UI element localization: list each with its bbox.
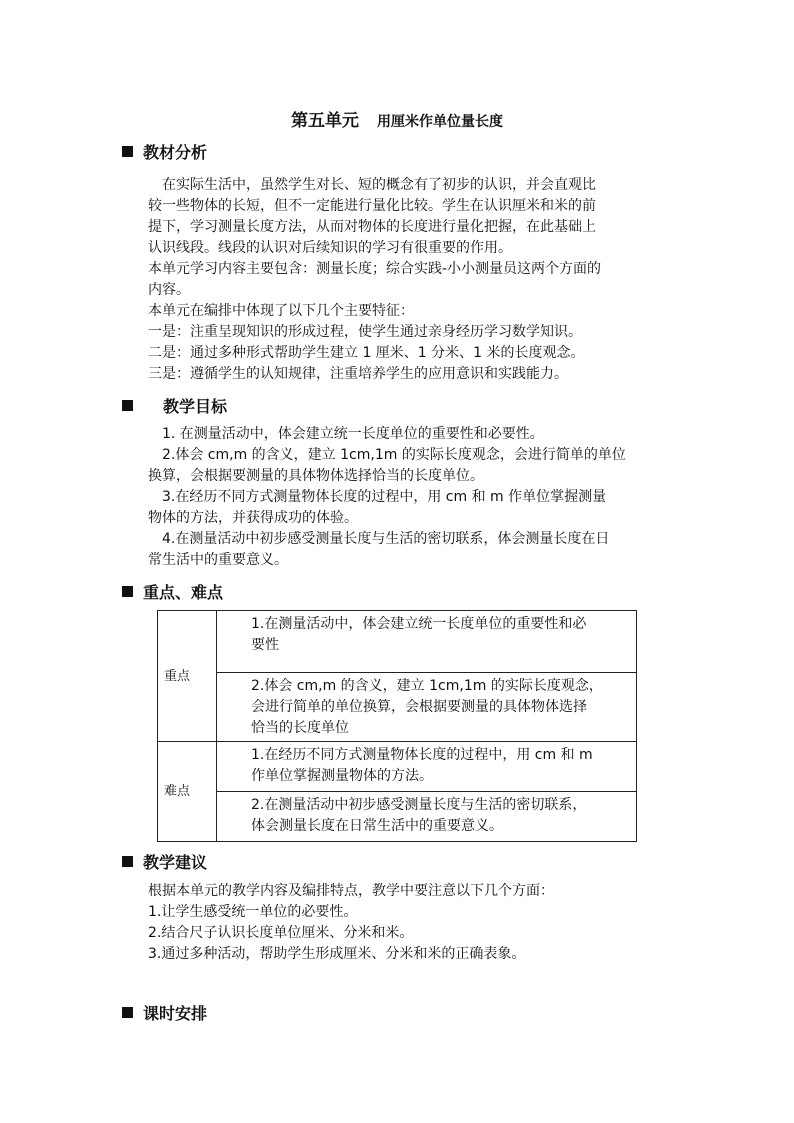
- section-heading-analysis: 教材分析: [122, 140, 207, 163]
- text-line: 较一些物体的长短，但不一定能进行量化比较。学生在认识厘米和米的前: [148, 198, 596, 214]
- table-cell: 1.在测量活动中，体会建立统一长度单位的重要性和必 要性: [217, 611, 637, 673]
- text-line: 提下，学习测量长度方法，从而对物体的长度进行量化把握，在此基础上: [148, 219, 596, 235]
- section-heading-goals: 教学目标: [122, 394, 227, 417]
- table-cell: 1.在经历不同方式测量物体长度的过程中，用 cm 和 m 作单位掌握测量物体的方法。: [217, 742, 637, 792]
- square-bullet-icon: [122, 146, 133, 157]
- text-line: 1.让学生感受统一单位的必要性。: [148, 904, 358, 920]
- unit-subtitle: 用厘米作单位量长度: [377, 114, 503, 130]
- section-heading-suggestions: 教学建议: [122, 850, 207, 873]
- text-line: 2.结合尺子认识长度单位厘米、分米和米。: [148, 925, 414, 941]
- table-row: [158, 673, 637, 742]
- square-bullet-icon: [122, 1007, 133, 1018]
- table-row: [158, 742, 637, 792]
- page-title: [0, 106, 794, 131]
- suggestions-body: [148, 881, 676, 965]
- table-cell: 2.在测量活动中初步感受测量长度与生活的密切联系， 体会测量长度在日常生活中的重要意义。: [217, 792, 637, 842]
- goals-body: [148, 424, 676, 571]
- analysis-body: [148, 175, 676, 385]
- text-line: 4.在测量活动中初步感受测量长度与生活的密切联系，体会测量长度在日: [148, 531, 610, 547]
- text-line: 物体的方法，并获得成功的体验。: [148, 510, 358, 526]
- text-line: 本单元学习内容主要包含：测量长度；综合实践-小小测量员这两个方面的: [148, 261, 602, 277]
- text-line: 1. 在测量活动中，体会建立统一长度单位的重要性和必要性。: [148, 426, 544, 442]
- square-bullet-icon: [122, 856, 133, 867]
- text-line: 换算，会根据要测量的具体物体选择恰当的长度单位。: [148, 468, 484, 484]
- difficulty-label: 难点: [158, 742, 217, 842]
- table-row: [158, 611, 637, 673]
- text-line: 二是：通过多种形式帮助学生建立 1 厘米、1 分米、1 米的长度观念。: [148, 345, 585, 361]
- table-row: [158, 792, 637, 842]
- text-line: 认识线段。线段的认识对后续知识的学习有很重要的作用。: [148, 240, 512, 256]
- text-line: 在实际生活中，虽然学生对长、短的概念有了初步的认识，并会直观比: [148, 177, 596, 193]
- text-line: 本单元在编排中体现了以下几个主要特征：: [148, 303, 414, 319]
- text-line: 内容。: [148, 282, 190, 298]
- table-cell: 2.体会 cm,m 的含义，建立 1cm,1m 的实际长度观念， 会进行简单的单位换算，会根据要测量的具体物体选择 恰当的长度单位: [217, 673, 637, 742]
- text-line: 根据本单元的教学内容及编排特点，教学中要注意以下几个方面：: [148, 883, 554, 899]
- key-label: 重点: [158, 611, 217, 742]
- text-line: 常生活中的重要意义。: [148, 552, 288, 568]
- text-line: 3.通过多种活动，帮助学生形成厘米、分米和米的正确表象。: [148, 946, 526, 962]
- section-heading-keypoints: 重点、难点: [122, 580, 223, 603]
- text-line: 2.体会 cm,m 的含义，建立 1cm,1m 的实际长度观念，会进行简单的单位: [148, 447, 626, 463]
- text-line: 一是：注重呈现知识的形成过程，使学生通过亲身经历学习数学知识。: [148, 324, 582, 340]
- unit-title: 第五单元: [291, 111, 359, 131]
- text-line: 3.在经历不同方式测量物体长度的过程中，用 cm 和 m 作单位掌握测量: [148, 489, 607, 505]
- text-line: 三是：遵循学生的认知规律，注重培养学生的应用意识和实践能力。: [148, 366, 568, 382]
- keypoints-table: [157, 610, 637, 842]
- square-bullet-icon: [122, 586, 133, 597]
- square-bullet-icon: [122, 400, 133, 411]
- section-heading-schedule: 课时安排: [122, 1001, 207, 1024]
